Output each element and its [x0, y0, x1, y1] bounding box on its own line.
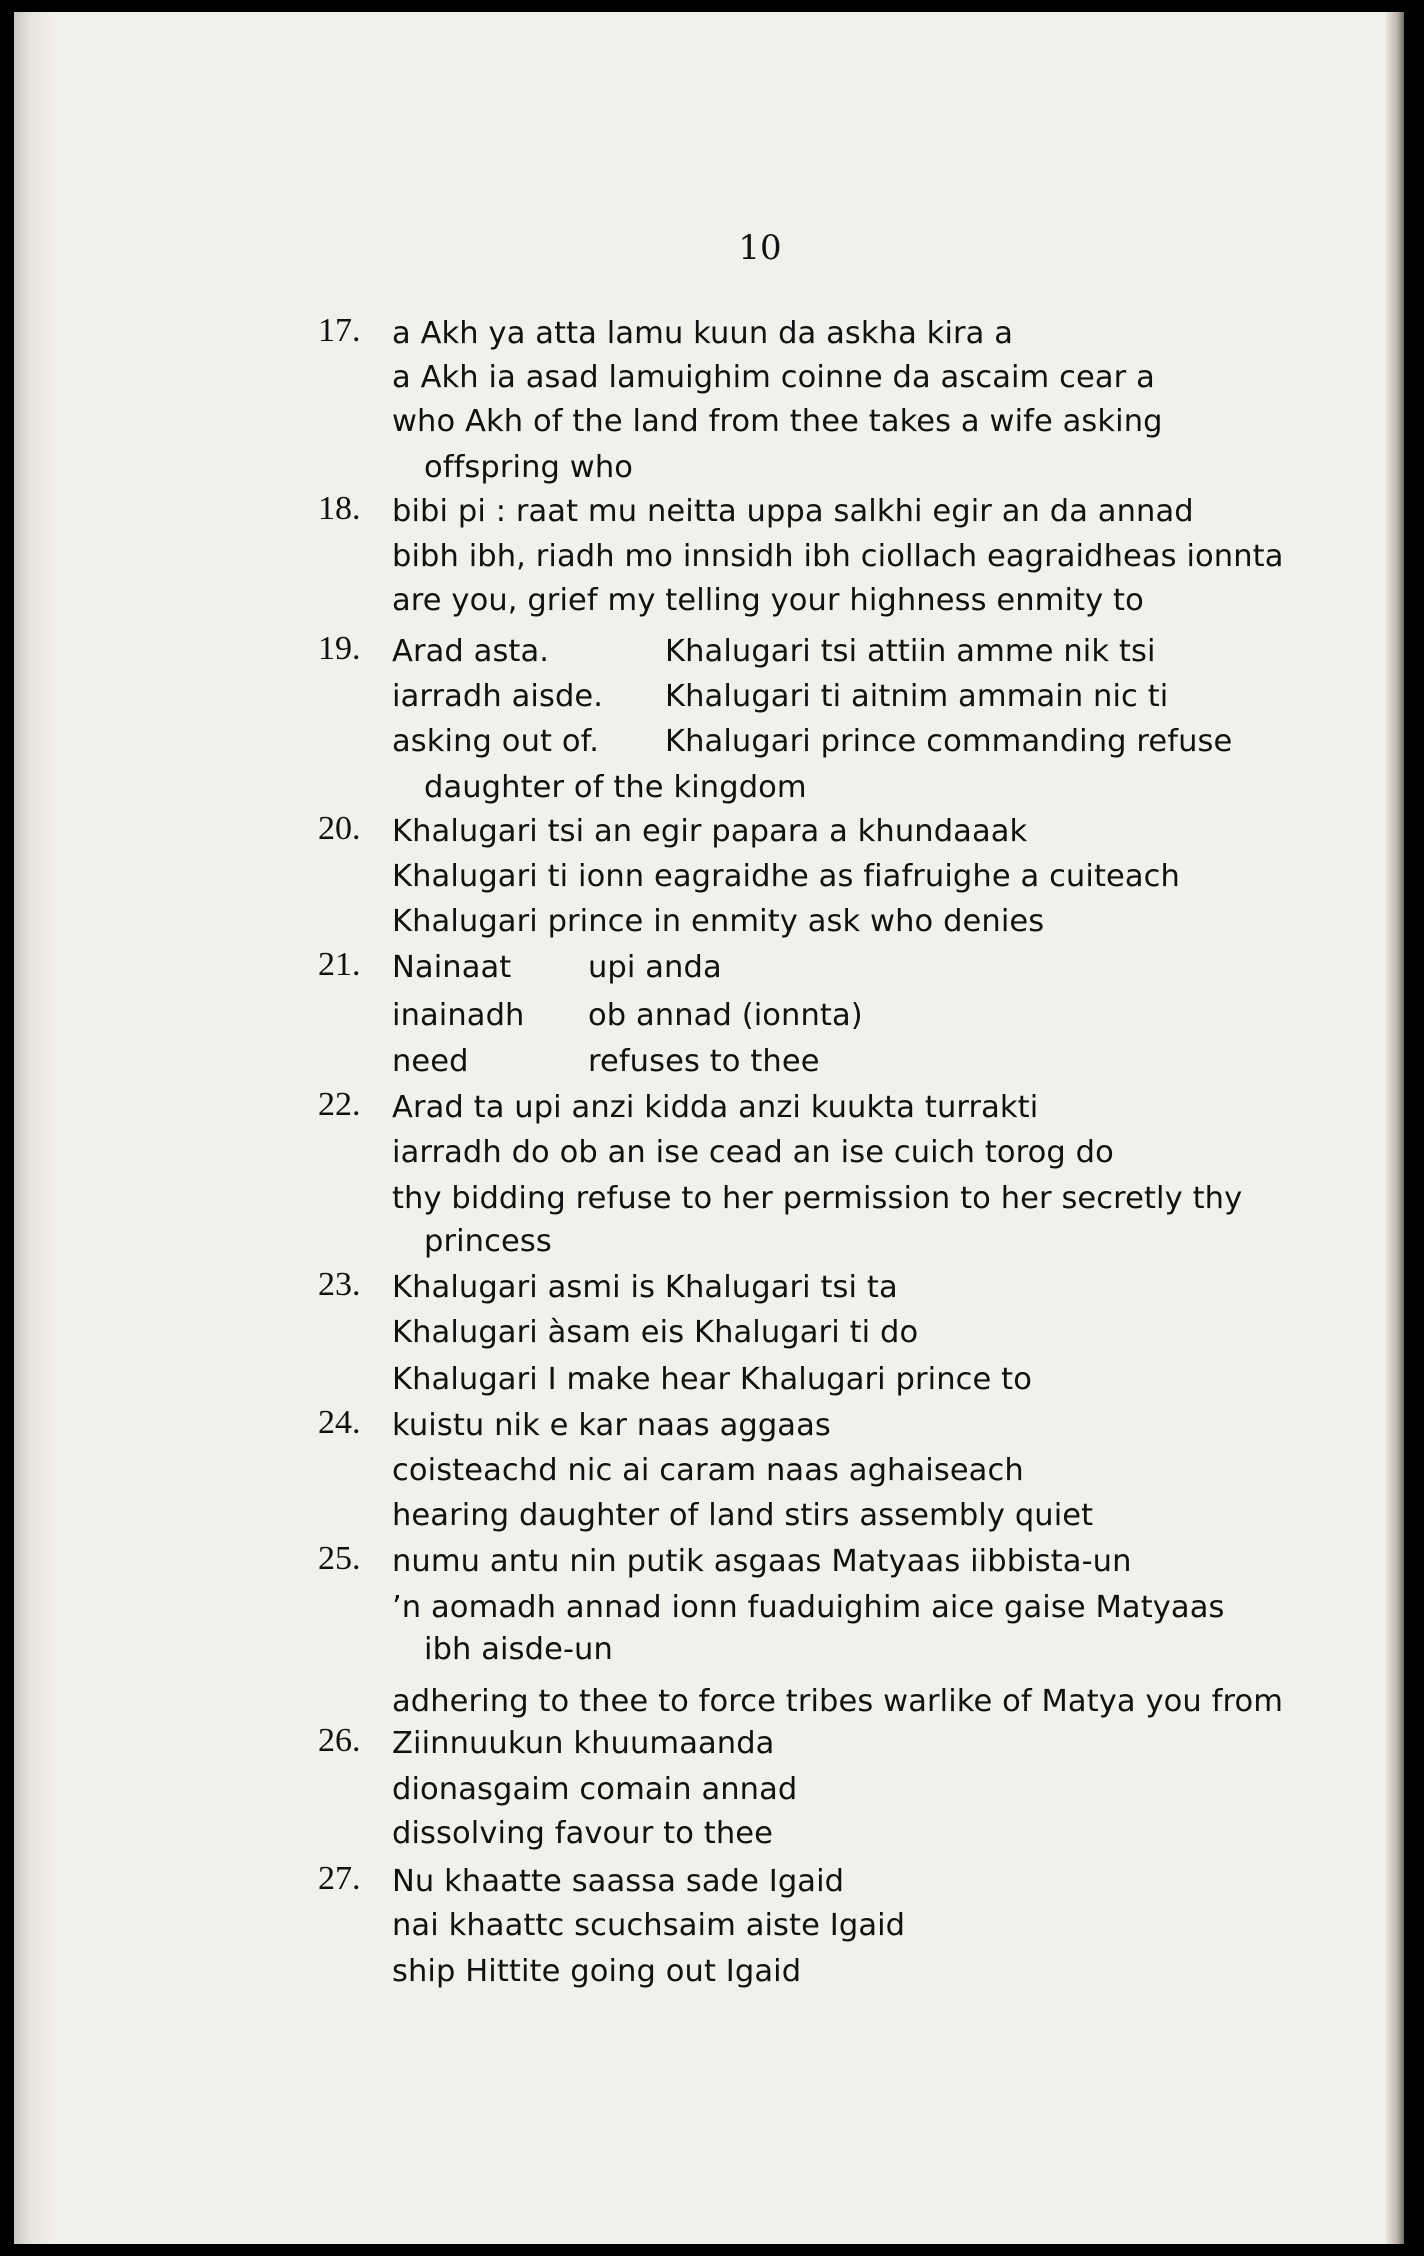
entry-number: 18.	[318, 490, 361, 527]
text-line: ’n aomadh annad ionn fuaduighim aice gaise Matyaas	[392, 1590, 1225, 1625]
text-line: Ziinnuukun khuumaanda	[392, 1726, 775, 1761]
entry-number: 25.	[318, 1540, 361, 1577]
text-line: kuistu nik e kar naas aggaas	[392, 1408, 831, 1443]
entry-number: 23.	[318, 1266, 361, 1303]
text-line: princess	[424, 1224, 552, 1259]
page-number: 10	[738, 228, 782, 268]
text-line: bibh ibh, riadh mo innsidh ibh ciollach eagraidheas ionnta	[392, 539, 1284, 574]
column-right-text: ob annad (ionnta)	[588, 998, 863, 1033]
entry-number: 27.	[318, 1860, 361, 1897]
column-right-text: upi anda	[588, 950, 722, 985]
text-line: Khalugari àsam eis Khalugari ti do	[392, 1315, 919, 1350]
text-line: Khalugari asmi is Khalugari tsi ta	[392, 1270, 898, 1305]
entry-number: 22.	[318, 1086, 361, 1123]
column-right-text: Khalugari ti aitnim ammain nic ti	[665, 679, 1169, 714]
entry-number: 26.	[318, 1722, 361, 1759]
page-edge-right	[1386, 12, 1404, 2244]
text-line: offspring who	[424, 450, 634, 485]
text-line: are you, grief my telling your highness enmity to	[392, 583, 1144, 618]
column-right-text: Khalugari prince commanding refuse	[665, 724, 1233, 759]
column-left-text: asking out of.	[392, 724, 600, 759]
entry-number: 20.	[318, 810, 361, 847]
text-line: Khalugari prince in enmity ask who denies	[392, 904, 1045, 939]
text-line: a Akh ya atta lamu kuun da askha kira a	[392, 316, 1014, 351]
text-line: numu antu nin putik asgaas Matyaas iibbista-un	[392, 1544, 1132, 1579]
text-line: dissolving favour to thee	[392, 1816, 773, 1851]
text-line: Khalugari ti ionn eagraidhe as fiafruighe a cuiteach	[392, 859, 1180, 894]
text-line: a Akh ia asad lamuighim coinne da ascaim cear a	[392, 360, 1155, 395]
column-left-text: Arad asta.	[392, 634, 550, 669]
text-line: bibi pi : raat mu neitta uppa salkhi egir an da annad	[392, 494, 1194, 529]
text-line: Khalugari tsi an egir papara a khundaaak	[392, 814, 1028, 849]
text-line: adhering to thee to force tribes warlike of Matya you from	[392, 1684, 1284, 1719]
column-left-text: Nainaat	[392, 950, 512, 985]
text-line: iarradh do ob an ise cead an ise cuich torog do	[392, 1135, 1114, 1170]
entry-number: 24.	[318, 1404, 361, 1441]
text-line: hearing daughter of land stirs assembly quiet	[392, 1498, 1094, 1533]
text-line: Khalugari I make hear Khalugari prince to	[392, 1362, 1032, 1397]
text-line: Nu khaatte saassa sade Igaid	[392, 1864, 845, 1899]
entry-number: 19.	[318, 630, 361, 667]
column-left-text: iarradh aisde.	[392, 679, 604, 714]
column-left-text: inainadh	[392, 998, 525, 1033]
text-line: dionasgaim comain annad	[392, 1772, 798, 1807]
entry-number: 21.	[318, 946, 361, 983]
text-line: thy bidding refuse to her permission to her secretly thy	[392, 1181, 1243, 1216]
text-line: ship Hittite going out Igaid	[392, 1954, 802, 1989]
column-right-text: refuses to thee	[588, 1044, 820, 1079]
page-gutter-left	[14, 12, 54, 2244]
text-line: who Akh of the land from thee takes a wife asking	[392, 404, 1163, 439]
text-line: Arad ta upi anzi kidda anzi kuukta turrakti	[392, 1090, 1039, 1125]
text-line: daughter of the kingdom	[424, 770, 807, 805]
text-line: ibh aisde-un	[424, 1632, 613, 1667]
text-line: coisteachd nic ai caram naas aghaiseach	[392, 1453, 1024, 1488]
text-line: nai khaattc scuchsaim aiste Igaid	[392, 1908, 906, 1943]
column-left-text: need	[392, 1044, 469, 1079]
column-right-text: Khalugari tsi attiin amme nik tsi	[665, 634, 1156, 669]
entry-number: 17.	[318, 312, 361, 349]
